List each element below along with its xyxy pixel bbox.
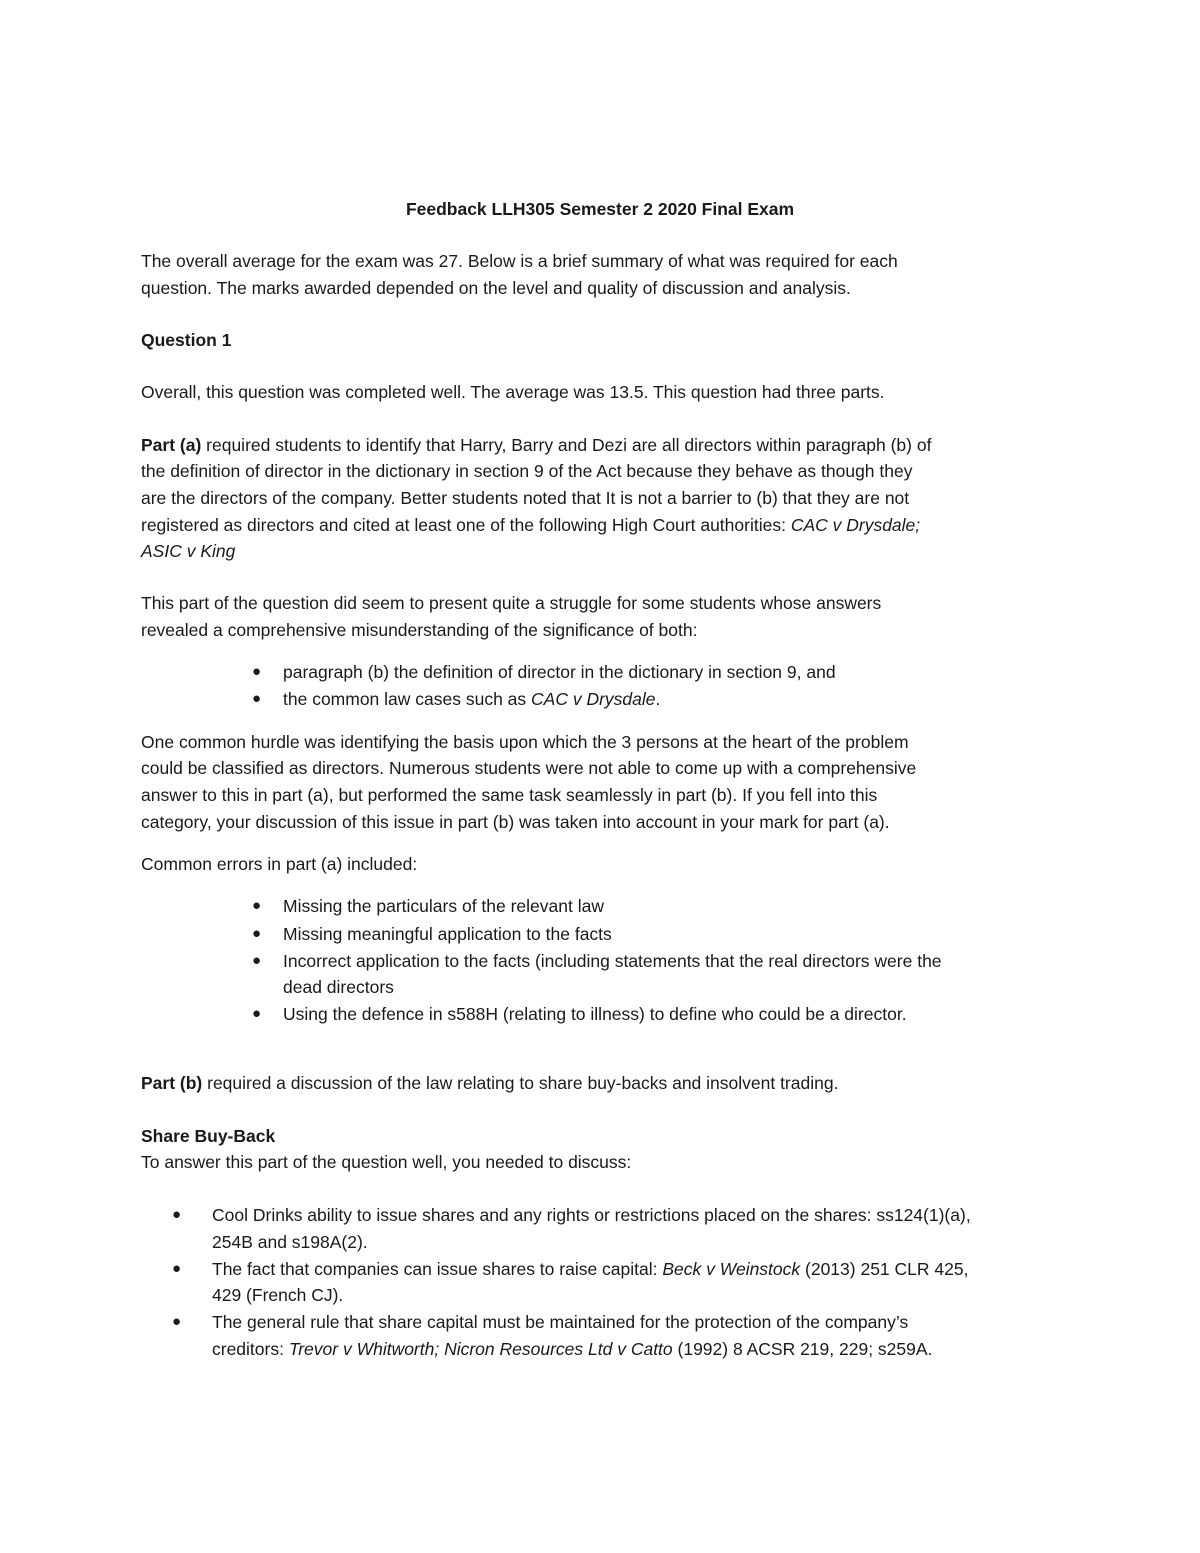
buyback-point-2-line-1 — [212, 1258, 968, 1280]
struggle-line-2: revealed a comprehensive misunderstanding of the significance of both: — [141, 620, 698, 640]
bullet-icon: ● — [252, 952, 262, 969]
hurdle-line-2: could be classified as directors. Numerous students were not able to come up with a comprehensive — [141, 758, 917, 778]
case-beck-v-weinstock: Beck v Weinstock — [662, 1259, 801, 1279]
part-a-line-1 — [141, 434, 931, 456]
bullet-icon: ● — [252, 690, 262, 707]
buyback-point-3-line-1: The general rule that share capital must be maintained for the protection of the company’s — [212, 1312, 909, 1332]
case-asic-v-king: ASIC v King — [141, 541, 236, 561]
bullet-icon: ● — [252, 1005, 262, 1022]
part-a-text: required students to identify that Harry, Barry and Dezi are all directors within paragraph (b) of — [201, 435, 932, 455]
bullet-icon: ● — [252, 925, 262, 942]
part-a-line-2: the definition of director in the dictionary in section 9 of the Act because they behave as though they — [141, 461, 913, 481]
struggle-bullet-2-case: CAC v Drysdale — [531, 689, 656, 709]
struggle-bullet-2-text: the common law cases such as — [283, 689, 532, 709]
share-buy-back-lead: To answer this part of the question well, you needed to discuss: — [141, 1152, 632, 1172]
bullet-icon: ● — [172, 1313, 182, 1330]
hurdle-line-4: category, your discussion of this issue in part (b) was taken into account in your mark for part (a). — [141, 812, 890, 832]
hurdle-line-3: answer to this in part (a), but performed the same task seamlessly in part (b). If you fell into this — [141, 785, 878, 805]
part-a-line-3: are the directors of the company. Better students noted that It is not a barrier to (b) that they are not — [141, 488, 910, 508]
struggle-bullet-2-end: . — [655, 689, 661, 709]
question-1-overview: Overall, this question was completed well. The average was 13.5. This question had three parts. — [141, 382, 885, 402]
bullet-icon: ● — [252, 897, 262, 914]
buyback-point-2-line-2: 429 (French CJ). — [212, 1285, 344, 1305]
struggle-bullet-1: paragraph (b) the definition of director in the dictionary in section 9, and — [283, 662, 836, 682]
error-item-1: Missing the particulars of the relevant law — [283, 896, 604, 916]
buyback-point-3-line-2 — [212, 1338, 932, 1360]
error-item-4: Using the defence in s588H (relating to illness) to define who could be a director. — [283, 1004, 907, 1024]
buyback-point-2-text: The fact that companies can issue shares to raise capital: — [212, 1259, 663, 1279]
part-a-label: Part (a) — [141, 435, 202, 455]
part-b-label: Part (b) — [141, 1073, 203, 1093]
part-b-text: required a discussion of the law relating to share buy-backs and insolvent trading. — [202, 1073, 839, 1093]
part-b-line — [141, 1072, 838, 1094]
case-trevor-v-whitworth: Trevor v Whitworth; Nicron Resources Ltd v Catto — [288, 1339, 673, 1359]
question-1-heading: Question 1 — [141, 330, 232, 350]
buyback-point-2-citation: (2013) 251 CLR 425, — [800, 1259, 969, 1279]
buyback-point-1-line-1: Cool Drinks ability to issue shares and any rights or restrictions placed on the shares: ss124(1)(a), — [212, 1205, 971, 1225]
bullet-icon: ● — [172, 1206, 182, 1223]
share-buy-back-heading: Share Buy-Back — [141, 1126, 276, 1146]
intro-line-1: The overall average for the exam was 27. Below is a brief summary of what was required for each — [141, 251, 898, 271]
error-item-2: Missing meaningful application to the facts — [283, 924, 612, 944]
common-errors-heading: Common errors in part (a) included: — [141, 854, 418, 874]
bullet-icon: ● — [172, 1260, 182, 1277]
intro-line-2: question. The marks awarded depended on the level and quality of discussion and analysis. — [141, 278, 851, 298]
case-cac-v-drysdale: CAC v Drysdale; — [790, 515, 921, 535]
error-item-3-continued: dead directors — [283, 977, 394, 997]
struggle-bullet-2 — [283, 688, 660, 710]
buyback-point-3-citation: (1992) 8 ACSR 219, 229; s259A. — [672, 1339, 933, 1359]
error-item-3: Incorrect application to the facts (including statements that the real directors were the — [283, 951, 942, 971]
part-a-line-4 — [141, 514, 920, 536]
part-a-authorities-text: registered as directors and cited at least one of the following High Court authorities: — [141, 515, 791, 535]
bullet-icon: ● — [252, 663, 262, 680]
buyback-point-1-line-2: 254B and s198A(2). — [212, 1232, 368, 1252]
hurdle-line-1: One common hurdle was identifying the basis upon which the 3 persons at the heart of the problem — [141, 732, 909, 752]
buyback-point-3-text: creditors: — [212, 1339, 289, 1359]
document-title: Feedback LLH305 Semester 2 2020 Final Exam — [405, 199, 795, 219]
struggle-line-1: This part of the question did seem to present quite a struggle for some students whose answers — [141, 593, 882, 613]
